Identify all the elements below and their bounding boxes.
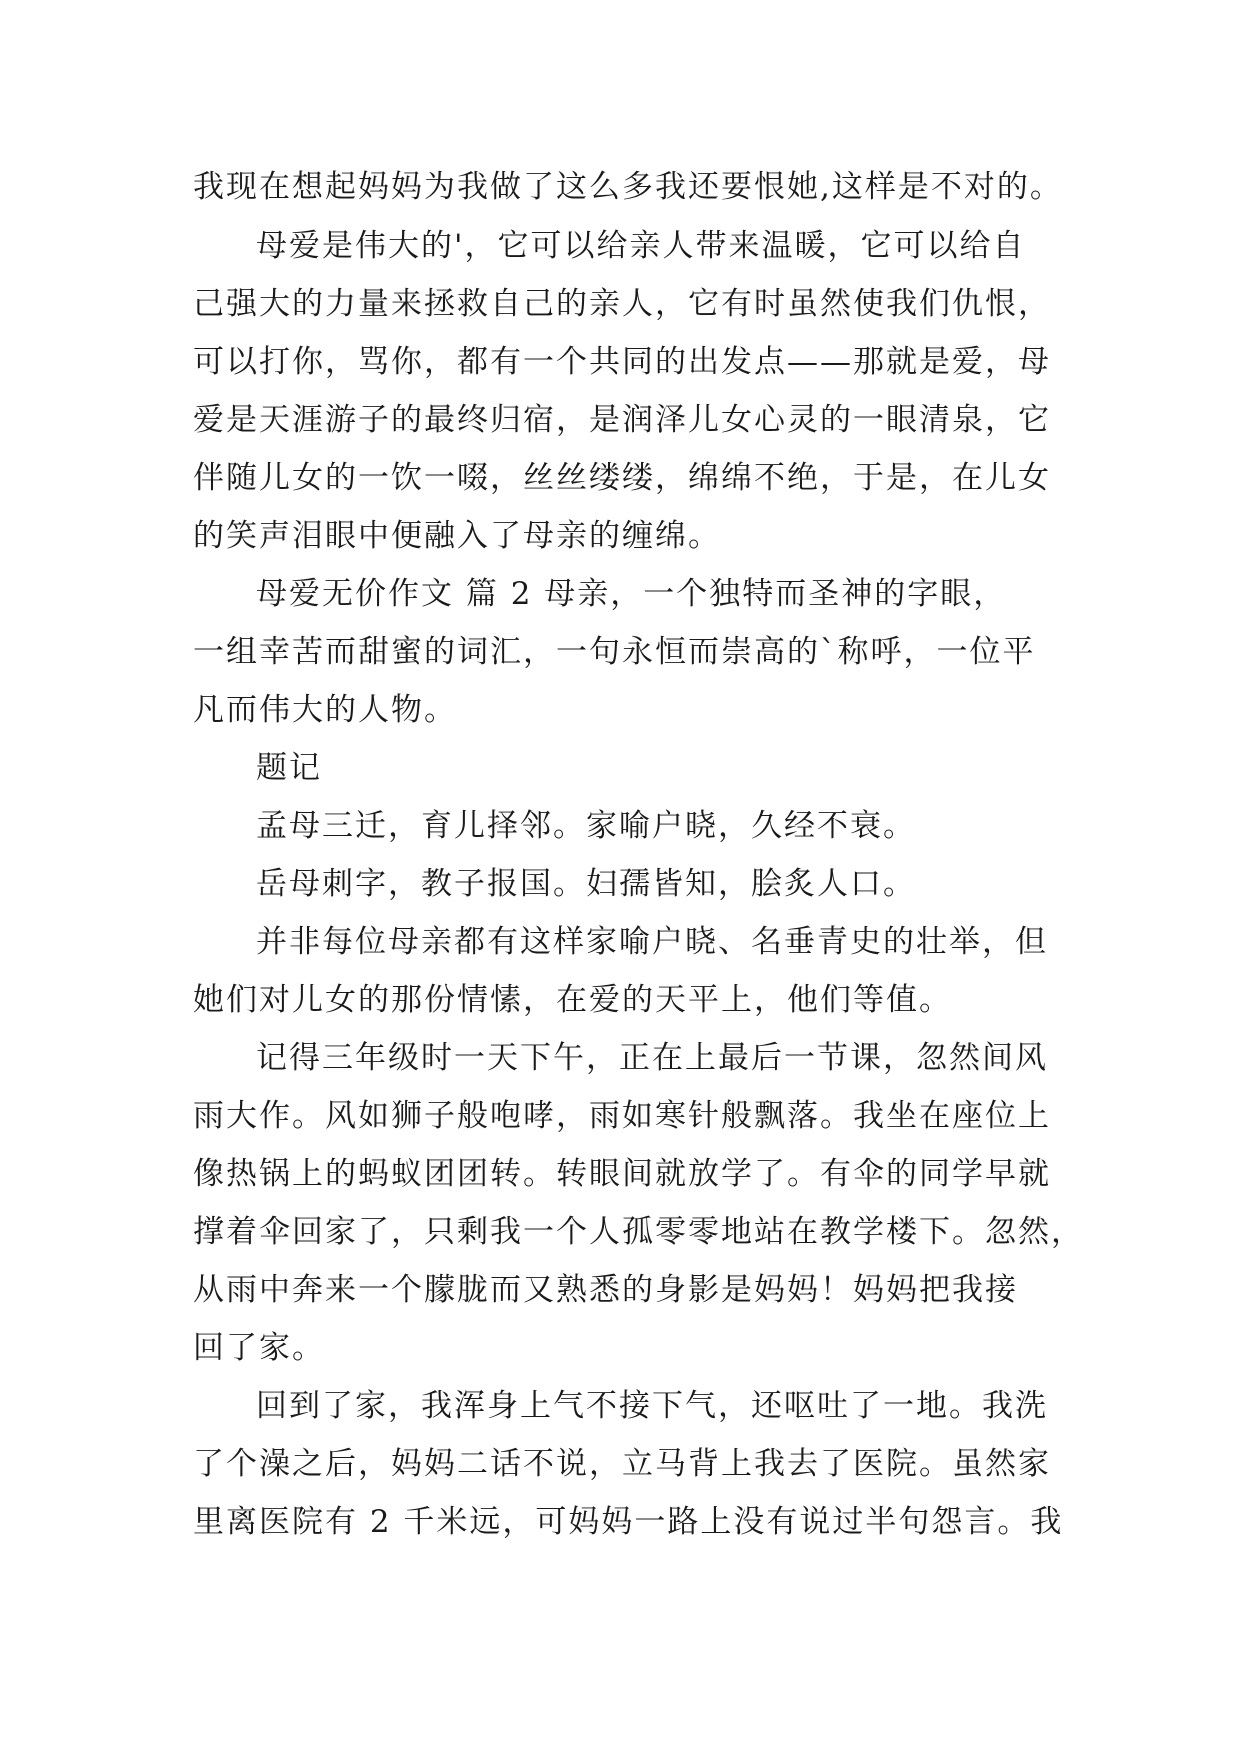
- section-heading-line: 母爱无价作文 篇 2 母亲，一个独特而圣神的字眼，: [256, 576, 1007, 612]
- text-line: 孟母三迁，育儿择邻。家喻户晓，久经不衰。: [256, 808, 916, 844]
- text-line: 她们对儿女的那份情愫，在爱的天平上，他们等值。: [193, 982, 952, 1018]
- text-line: 并非每位母亲都有这样家喻户晓、名垂青史的壮举，但: [256, 924, 1048, 960]
- text-line: 可以打你，骂你，都有一个共同的出发点——那就是爱，母: [193, 344, 1051, 380]
- text-line: 一组幸苦而甜蜜的词汇，一句永恒而崇高的`称呼，一位平: [193, 634, 1036, 670]
- text-line: 里离医院有 2 千米远，可妈妈一路上没有说过半句怨言。我: [193, 1504, 1064, 1540]
- text-line: 母爱是伟大的'，它可以给亲人带来温暖，它可以给自: [256, 228, 1026, 264]
- text-line: 伴随儿女的一饮一啜，丝丝缕缕，绵绵不绝，于是，在儿女: [193, 460, 1051, 496]
- text-line: 雨大作。风如狮子般咆哮，雨如寒针般飘落。我坐在座位上: [193, 1098, 1051, 1134]
- text-line: 撑着伞回家了，只剩我一个人孤零零地站在教学楼下。忽然，: [193, 1214, 1084, 1250]
- text-line: 回到了家，我浑身上气不接下气，还呕吐了一地。我洗: [256, 1388, 1048, 1424]
- text-line: 我现在想起妈妈为我做了这么多我还要恨她,这样是不对的。: [193, 169, 1063, 205]
- text-line: 像热锅上的蚂蚁团团转。转眼间就放学了。有伞的同学早就: [193, 1156, 1051, 1192]
- text-line: 了个澡之后，妈妈二话不说，立马背上我去了医院。虽然家: [193, 1446, 1051, 1482]
- text-line: 回了家。: [193, 1330, 325, 1366]
- text-line: 爱是天涯游子的最终归宿，是润泽儿女心灵的一眼清泉，它: [193, 402, 1051, 438]
- text-line: 凡而伟大的人物。: [193, 692, 457, 728]
- text-line: 题记: [256, 750, 322, 786]
- text-line: 记得三年级时一天下午，正在上最后一节课，忽然间风: [256, 1040, 1048, 1076]
- text-line: 己强大的力量来拯救自己的亲人，它有时虽然使我们仇恨，: [193, 286, 1051, 322]
- text-line: 从雨中奔来一个朦胧而又熟悉的身影是妈妈！妈妈把我接: [193, 1272, 1018, 1308]
- text-line: 岳母刺字，教子报国。妇孺皆知，脍炙人口。: [256, 866, 916, 902]
- text-line: 的笑声泪眼中便融入了母亲的缠绵。: [193, 518, 721, 554]
